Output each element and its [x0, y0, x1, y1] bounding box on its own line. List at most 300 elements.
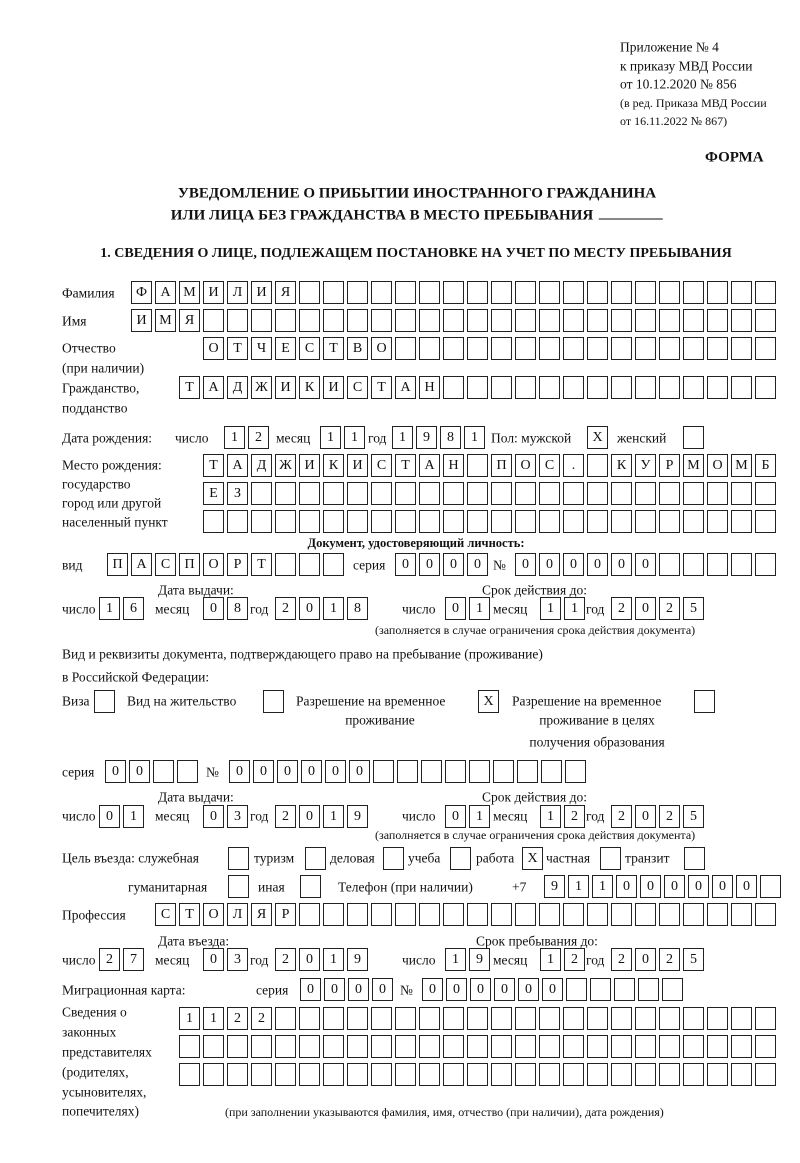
purpose-transit-checkbox[interactable]: [684, 847, 708, 870]
stay-number-boxes[interactable]: [229, 760, 589, 783]
char-box[interactable]: [659, 510, 680, 533]
char-box[interactable]: А: [203, 376, 224, 399]
char-box[interactable]: 0: [105, 760, 126, 783]
char-box[interactable]: [491, 281, 512, 304]
char-box[interactable]: А: [419, 454, 440, 477]
char-box[interactable]: [683, 309, 704, 332]
char-box[interactable]: [731, 281, 752, 304]
id-issue-month-boxes[interactable]: [203, 597, 251, 620]
char-box[interactable]: [323, 1007, 344, 1030]
char-box[interactable]: 2: [659, 597, 680, 620]
char-box[interactable]: 2: [275, 805, 296, 828]
title-blank-line[interactable]: [599, 207, 663, 220]
char-box[interactable]: 0: [467, 553, 488, 576]
char-box[interactable]: [731, 1063, 752, 1086]
birth-place-row-3[interactable]: [203, 510, 779, 533]
char-box[interactable]: [515, 376, 536, 399]
char-box[interactable]: О: [371, 337, 392, 360]
stay-series-boxes[interactable]: [105, 760, 201, 783]
char-box[interactable]: [707, 1063, 728, 1086]
char-box[interactable]: 0: [203, 805, 224, 828]
char-box[interactable]: 0: [635, 805, 656, 828]
char-box[interactable]: 0: [395, 553, 416, 576]
char-box[interactable]: [539, 1063, 560, 1086]
char-box[interactable]: [443, 903, 464, 926]
char-box[interactable]: [563, 903, 584, 926]
char-box[interactable]: [515, 1063, 536, 1086]
char-box[interactable]: [635, 510, 656, 533]
id-issue-day-boxes[interactable]: [99, 597, 147, 620]
char-box[interactable]: [419, 1007, 440, 1030]
name-boxes[interactable]: [131, 309, 779, 332]
char-box[interactable]: [587, 337, 608, 360]
char-box[interactable]: 0: [422, 978, 443, 1001]
char-box[interactable]: [635, 376, 656, 399]
char-box[interactable]: 0: [129, 760, 150, 783]
char-box[interactable]: [419, 1035, 440, 1058]
char-box[interactable]: [263, 690, 284, 713]
char-box[interactable]: Т: [323, 337, 344, 360]
char-box[interactable]: 2: [275, 948, 296, 971]
char-box[interactable]: [419, 309, 440, 332]
citizenship-boxes[interactable]: [179, 376, 779, 399]
char-box[interactable]: И: [251, 281, 272, 304]
char-box[interactable]: [467, 1007, 488, 1030]
char-box[interactable]: [755, 309, 776, 332]
char-box[interactable]: 1: [392, 426, 413, 449]
char-box[interactable]: [347, 903, 368, 926]
char-box[interactable]: [275, 1007, 296, 1030]
char-box[interactable]: [227, 1063, 248, 1086]
patronymic-boxes[interactable]: [203, 337, 779, 360]
char-box[interactable]: [659, 553, 680, 576]
char-box[interactable]: [539, 1007, 560, 1030]
char-box[interactable]: [491, 482, 512, 505]
char-box[interactable]: 0: [299, 948, 320, 971]
char-box[interactable]: [179, 1063, 200, 1086]
stay-issue-day-boxes[interactable]: [99, 805, 147, 828]
char-box[interactable]: [491, 337, 512, 360]
char-box[interactable]: [684, 847, 705, 870]
char-box[interactable]: [755, 1007, 776, 1030]
char-box[interactable]: А: [395, 376, 416, 399]
id-kind-boxes[interactable]: [107, 553, 347, 576]
char-box[interactable]: [539, 376, 560, 399]
char-box[interactable]: [467, 309, 488, 332]
char-box[interactable]: [563, 376, 584, 399]
char-box[interactable]: [419, 1063, 440, 1086]
char-box[interactable]: [227, 309, 248, 332]
char-box[interactable]: 3: [227, 805, 248, 828]
char-box[interactable]: 5: [683, 948, 704, 971]
char-box[interactable]: [707, 510, 728, 533]
migration-series-boxes[interactable]: [300, 978, 396, 1001]
char-box[interactable]: [683, 1035, 704, 1058]
char-box[interactable]: [539, 281, 560, 304]
char-box[interactable]: [539, 337, 560, 360]
char-box[interactable]: [395, 482, 416, 505]
stay-day-boxes[interactable]: [445, 948, 493, 971]
char-box[interactable]: О: [203, 337, 224, 360]
char-box[interactable]: 0: [349, 760, 370, 783]
char-box[interactable]: 0: [664, 875, 685, 898]
char-box[interactable]: [731, 1035, 752, 1058]
char-box[interactable]: М: [179, 281, 200, 304]
char-box[interactable]: [611, 309, 632, 332]
char-box[interactable]: [731, 337, 752, 360]
id-valid-month-boxes[interactable]: [540, 597, 588, 620]
char-box[interactable]: [153, 760, 174, 783]
char-box[interactable]: [323, 903, 344, 926]
char-box[interactable]: [541, 760, 562, 783]
char-box[interactable]: [347, 1063, 368, 1086]
entry-day-boxes[interactable]: [99, 948, 147, 971]
char-box[interactable]: [707, 482, 728, 505]
stay-issue-month-boxes[interactable]: [203, 805, 251, 828]
char-box[interactable]: [94, 690, 115, 713]
char-box[interactable]: [659, 903, 680, 926]
char-box[interactable]: [228, 847, 249, 870]
char-box[interactable]: [611, 510, 632, 533]
char-box[interactable]: [467, 1035, 488, 1058]
char-box[interactable]: [443, 1007, 464, 1030]
char-box[interactable]: [371, 309, 392, 332]
stay-valid-month-boxes[interactable]: [540, 805, 588, 828]
char-box[interactable]: 0: [325, 760, 346, 783]
representatives-row-1[interactable]: [179, 1007, 779, 1030]
char-box[interactable]: [299, 1063, 320, 1086]
char-box[interactable]: С: [539, 454, 560, 477]
char-box[interactable]: 0: [300, 978, 321, 1001]
char-box[interactable]: 0: [445, 597, 466, 620]
char-box[interactable]: [755, 376, 776, 399]
char-box[interactable]: [373, 760, 394, 783]
char-box[interactable]: [275, 510, 296, 533]
char-box[interactable]: [731, 309, 752, 332]
char-box[interactable]: И: [275, 376, 296, 399]
char-box[interactable]: [443, 510, 464, 533]
char-box[interactable]: [491, 376, 512, 399]
char-box[interactable]: 1: [123, 805, 144, 828]
char-box[interactable]: 0: [712, 875, 733, 898]
char-box[interactable]: [659, 1063, 680, 1086]
char-box[interactable]: Т: [371, 376, 392, 399]
id-issue-year-boxes[interactable]: [275, 597, 371, 620]
char-box[interactable]: Я: [275, 281, 296, 304]
char-box[interactable]: [299, 510, 320, 533]
char-box[interactable]: 0: [635, 948, 656, 971]
char-box[interactable]: 0: [299, 805, 320, 828]
char-box[interactable]: [299, 1007, 320, 1030]
stay-issue-year-boxes[interactable]: [275, 805, 371, 828]
char-box[interactable]: [467, 454, 488, 477]
char-box[interactable]: [731, 376, 752, 399]
char-box[interactable]: [755, 337, 776, 360]
char-box[interactable]: [683, 903, 704, 926]
char-box[interactable]: Я: [251, 903, 272, 926]
char-box[interactable]: Б: [755, 454, 776, 477]
char-box[interactable]: [467, 510, 488, 533]
char-box[interactable]: [299, 482, 320, 505]
char-box[interactable]: [443, 482, 464, 505]
char-box[interactable]: [299, 1035, 320, 1058]
sex-female-checkbox[interactable]: [683, 426, 707, 449]
char-box[interactable]: [755, 482, 776, 505]
char-box[interactable]: [275, 553, 296, 576]
char-box[interactable]: [251, 1063, 272, 1086]
char-box[interactable]: Т: [251, 553, 272, 576]
char-box[interactable]: [395, 1035, 416, 1058]
char-box[interactable]: [563, 309, 584, 332]
purpose-private-checkbox[interactable]: [600, 847, 624, 870]
char-box[interactable]: [659, 482, 680, 505]
char-box[interactable]: [323, 482, 344, 505]
char-box[interactable]: [707, 309, 728, 332]
purpose-business-checkbox[interactable]: [383, 847, 407, 870]
char-box[interactable]: [731, 482, 752, 505]
char-box[interactable]: 0: [736, 875, 757, 898]
char-box[interactable]: К: [611, 454, 632, 477]
char-box[interactable]: [755, 281, 776, 304]
char-box[interactable]: [371, 1035, 392, 1058]
char-box[interactable]: П: [179, 553, 200, 576]
char-box[interactable]: И: [323, 376, 344, 399]
char-box[interactable]: [563, 281, 584, 304]
char-box[interactable]: 2: [99, 948, 120, 971]
purpose-work-checkbox[interactable]: [522, 847, 546, 870]
char-box[interactable]: Т: [179, 376, 200, 399]
char-box[interactable]: X: [587, 426, 608, 449]
char-box[interactable]: [614, 978, 635, 1001]
char-box[interactable]: 0: [563, 553, 584, 576]
char-box[interactable]: [587, 482, 608, 505]
char-box[interactable]: [515, 281, 536, 304]
char-box[interactable]: 0: [518, 978, 539, 1001]
stay-valid-day-boxes[interactable]: [445, 805, 493, 828]
char-box[interactable]: [371, 510, 392, 533]
char-box[interactable]: Т: [179, 903, 200, 926]
char-box[interactable]: [611, 281, 632, 304]
char-box[interactable]: [491, 510, 512, 533]
char-box[interactable]: [517, 760, 538, 783]
char-box[interactable]: [683, 510, 704, 533]
char-box[interactable]: 0: [299, 597, 320, 620]
char-box[interactable]: [635, 1035, 656, 1058]
char-box[interactable]: [635, 309, 656, 332]
char-box[interactable]: 2: [659, 948, 680, 971]
char-box[interactable]: [467, 281, 488, 304]
char-box[interactable]: [275, 1035, 296, 1058]
char-box[interactable]: В: [347, 337, 368, 360]
char-box[interactable]: И: [203, 281, 224, 304]
char-box[interactable]: 2: [611, 948, 632, 971]
char-box[interactable]: [515, 1035, 536, 1058]
char-box[interactable]: 1: [540, 948, 561, 971]
char-box[interactable]: [635, 903, 656, 926]
char-box[interactable]: [755, 903, 776, 926]
char-box[interactable]: П: [107, 553, 128, 576]
char-box[interactable]: [587, 376, 608, 399]
char-box[interactable]: 1: [323, 948, 344, 971]
char-box[interactable]: Е: [275, 337, 296, 360]
char-box[interactable]: [565, 760, 586, 783]
char-box[interactable]: 0: [348, 978, 369, 1001]
char-box[interactable]: [395, 1063, 416, 1086]
char-box[interactable]: [467, 903, 488, 926]
char-box[interactable]: 3: [227, 948, 248, 971]
char-box[interactable]: К: [299, 376, 320, 399]
char-box[interactable]: 0: [542, 978, 563, 1001]
char-box[interactable]: 0: [419, 553, 440, 576]
char-box[interactable]: [539, 1035, 560, 1058]
char-box[interactable]: [694, 690, 715, 713]
char-box[interactable]: [443, 337, 464, 360]
char-box[interactable]: 1: [323, 805, 344, 828]
char-box[interactable]: [539, 903, 560, 926]
char-box[interactable]: [707, 903, 728, 926]
char-box[interactable]: 2: [248, 426, 269, 449]
char-box[interactable]: [383, 847, 404, 870]
char-box[interactable]: [707, 1035, 728, 1058]
char-box[interactable]: [371, 482, 392, 505]
char-box[interactable]: [683, 337, 704, 360]
char-box[interactable]: [539, 482, 560, 505]
char-box[interactable]: 1: [469, 597, 490, 620]
char-box[interactable]: [419, 281, 440, 304]
char-box[interactable]: Л: [227, 903, 248, 926]
surname-boxes[interactable]: [131, 281, 779, 304]
char-box[interactable]: [755, 1063, 776, 1086]
char-box[interactable]: [563, 337, 584, 360]
char-box[interactable]: [755, 510, 776, 533]
char-box[interactable]: 1: [564, 597, 585, 620]
char-box[interactable]: [635, 281, 656, 304]
purpose-service-checkbox[interactable]: [228, 847, 252, 870]
char-box[interactable]: 9: [544, 875, 565, 898]
char-box[interactable]: X: [478, 690, 499, 713]
char-box[interactable]: 1: [540, 597, 561, 620]
char-box[interactable]: [203, 309, 224, 332]
char-box[interactable]: [707, 376, 728, 399]
char-box[interactable]: 2: [275, 597, 296, 620]
char-box[interactable]: [731, 510, 752, 533]
char-box[interactable]: [587, 281, 608, 304]
purpose-study-checkbox[interactable]: [450, 847, 474, 870]
char-box[interactable]: [227, 1035, 248, 1058]
char-box[interactable]: X: [522, 847, 543, 870]
char-box[interactable]: [491, 1063, 512, 1086]
char-box[interactable]: [299, 903, 320, 926]
char-box[interactable]: Ж: [275, 454, 296, 477]
char-box[interactable]: [347, 1007, 368, 1030]
char-box[interactable]: Ж: [251, 376, 272, 399]
char-box[interactable]: [659, 1035, 680, 1058]
char-box[interactable]: [371, 903, 392, 926]
char-box[interactable]: [731, 1007, 752, 1030]
char-box[interactable]: [467, 337, 488, 360]
char-box[interactable]: Е: [203, 482, 224, 505]
char-box[interactable]: 0: [640, 875, 661, 898]
char-box[interactable]: [659, 281, 680, 304]
char-box[interactable]: [323, 1063, 344, 1086]
char-box[interactable]: М: [155, 309, 176, 332]
char-box[interactable]: [662, 978, 683, 1001]
char-box[interactable]: Р: [659, 454, 680, 477]
char-box[interactable]: [323, 1035, 344, 1058]
char-box[interactable]: 9: [347, 948, 368, 971]
birth-day-boxes[interactable]: [224, 426, 272, 449]
char-box[interactable]: 9: [416, 426, 437, 449]
char-box[interactable]: [443, 281, 464, 304]
char-box[interactable]: [347, 510, 368, 533]
char-box[interactable]: [707, 553, 728, 576]
char-box[interactable]: 8: [347, 597, 368, 620]
char-box[interactable]: [683, 553, 704, 576]
char-box[interactable]: 8: [440, 426, 461, 449]
char-box[interactable]: [299, 553, 320, 576]
char-box[interactable]: [755, 1035, 776, 1058]
birth-year-boxes[interactable]: [392, 426, 488, 449]
char-box[interactable]: [419, 903, 440, 926]
char-box[interactable]: Т: [203, 454, 224, 477]
char-box[interactable]: [395, 1007, 416, 1030]
char-box[interactable]: 0: [515, 553, 536, 576]
char-box[interactable]: 0: [277, 760, 298, 783]
char-box[interactable]: [611, 1063, 632, 1086]
char-box[interactable]: М: [731, 454, 752, 477]
char-box[interactable]: [587, 1007, 608, 1030]
char-box[interactable]: [275, 1063, 296, 1086]
char-box[interactable]: 0: [494, 978, 515, 1001]
char-box[interactable]: [323, 309, 344, 332]
char-box[interactable]: [683, 376, 704, 399]
char-box[interactable]: [611, 1035, 632, 1058]
char-box[interactable]: 2: [611, 597, 632, 620]
char-box[interactable]: [683, 281, 704, 304]
entry-year-boxes[interactable]: [275, 948, 371, 971]
char-box[interactable]: [515, 903, 536, 926]
char-box[interactable]: 1: [464, 426, 485, 449]
char-box[interactable]: [347, 1035, 368, 1058]
char-box[interactable]: 0: [443, 553, 464, 576]
char-box[interactable]: 0: [616, 875, 637, 898]
char-box[interactable]: Т: [395, 454, 416, 477]
char-box[interactable]: [515, 482, 536, 505]
stay-valid-year-boxes[interactable]: [611, 805, 707, 828]
profession-boxes[interactable]: [155, 903, 779, 926]
char-box[interactable]: [395, 337, 416, 360]
char-box[interactable]: [760, 875, 781, 898]
char-box[interactable]: Л: [227, 281, 248, 304]
char-box[interactable]: [251, 1035, 272, 1058]
char-box[interactable]: [515, 337, 536, 360]
char-box[interactable]: 0: [324, 978, 345, 1001]
char-box[interactable]: [659, 376, 680, 399]
char-box[interactable]: А: [227, 454, 248, 477]
char-box[interactable]: 1: [99, 597, 120, 620]
char-box[interactable]: 0: [372, 978, 393, 1001]
char-box[interactable]: [443, 1063, 464, 1086]
char-box[interactable]: А: [155, 281, 176, 304]
char-box[interactable]: 0: [587, 553, 608, 576]
char-box[interactable]: [275, 482, 296, 505]
char-box[interactable]: Я: [179, 309, 200, 332]
char-box[interactable]: [635, 1063, 656, 1086]
char-box[interactable]: 1: [203, 1007, 224, 1030]
char-box[interactable]: О: [707, 454, 728, 477]
char-box[interactable]: Ф: [131, 281, 152, 304]
char-box[interactable]: 2: [227, 1007, 248, 1030]
